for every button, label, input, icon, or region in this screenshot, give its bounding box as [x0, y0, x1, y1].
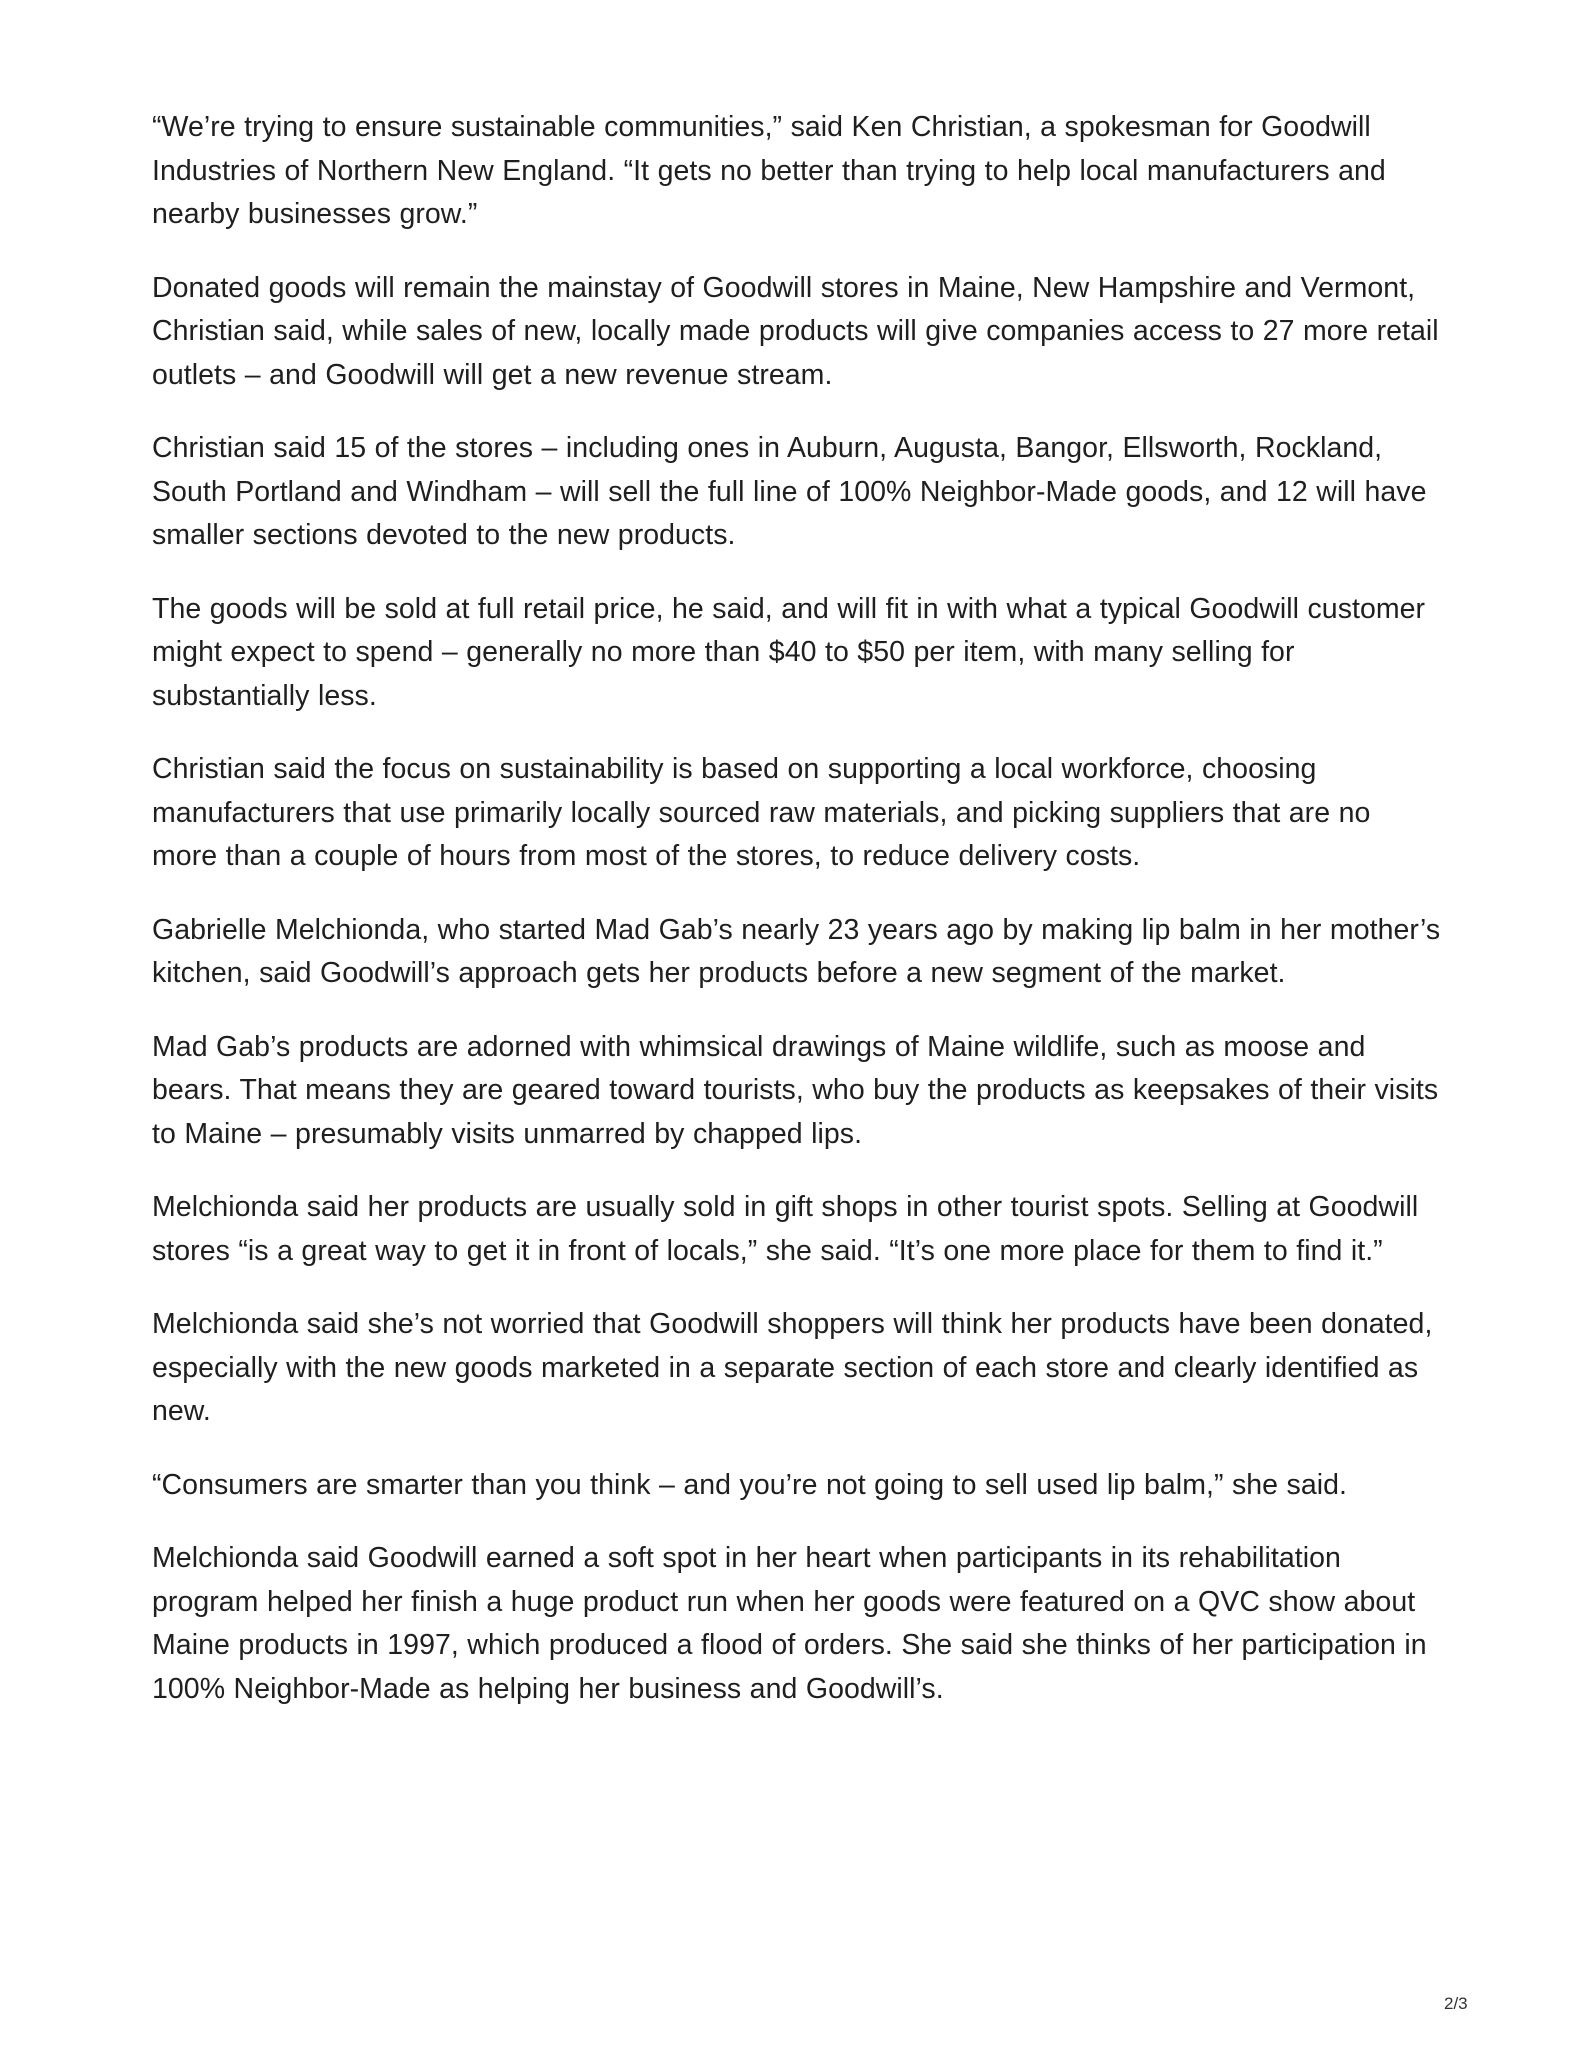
article-paragraph: “We’re trying to ensure sustainable communities,” said Ken Christian, a spokesman for Goodwill Industries of Northern New England. “It gets no better than trying to help local manufacturers and nearby businesses grow.” [152, 111, 1386, 230]
article-paragraph: Melchionda said her products are usually sold in gift shops in other tourist spots. Selling at Goodwill stores “is a great way to get it in front of locals,” she said. “It’s one more place for them to find it.” [152, 1191, 1419, 1267]
article-paragraph: The goods will be sold at full retail price, he said, and will fit in with what a typical Goodwill customer might expect to spend – generally no more than $40 to $50 per item, with many selling for substantially less. [152, 592, 1426, 712]
article-body [152, 106, 1442, 1741]
article-paragraph: Melchionda said Goodwill earned a soft spot in her heart when participants in its rehabilitation program helped her finish a huge product run when her goods were featured on a QVC show about Maine products in 1997, which produced a flood of orders. She said she thinks of her participation in 100% Neighbor-Made as helping her business and Goodwill’s. [152, 1542, 1427, 1705]
article-paragraph: Gabrielle Melchionda, who started Mad Gab’s nearly 23 years ago by making lip balm in her mother’s kitchen, said Goodwill’s approach gets her products before a new segment of the market. [152, 913, 1441, 989]
article-paragraph: “Consumers are smarter than you think – and you’re not going to sell used lip balm,” she said. [152, 1468, 1347, 1501]
article-paragraph: Melchionda said she’s not worried that Goodwill shoppers will think her products have been donated, especially with the new goods marketed in a separate section of each store and clearly identified as new. [152, 1308, 1433, 1427]
article-paragraph: Mad Gab’s products are adorned with whimsical drawings of Maine wildlife, such as moose and bears. That means they are geared toward tourists, who buy the products as keepsakes of their visits to Maine – presumably visits unmarred by chapped lips. [152, 1030, 1439, 1150]
article-paragraph: Christian said 15 of the stores – including ones in Auburn, Augusta, Bangor, Ellsworth, Rockland, South Portland and Windham – will sell the full line of 100% Neighbor-Made goods, and 12 will have smaller sections devoted to the new products. [152, 432, 1427, 551]
page-number: 2/3 [1444, 1994, 1468, 2013]
article-paragraph: Christian said the focus on sustainability is based on supporting a local workforce, choosing manufacturers that use primarily locally sourced raw materials, and picking suppliers that are no more than a couple of hours from most of the stores, to reduce delivery costs. [152, 753, 1371, 872]
article-paragraph: Donated goods will remain the mainstay of Goodwill stores in Maine, New Hampshire and Vermont, Christian said, while sales of new, locally made products will give companies access to 27 more retail outlets – and Goodwill will get a new revenue stream. [152, 271, 1439, 391]
